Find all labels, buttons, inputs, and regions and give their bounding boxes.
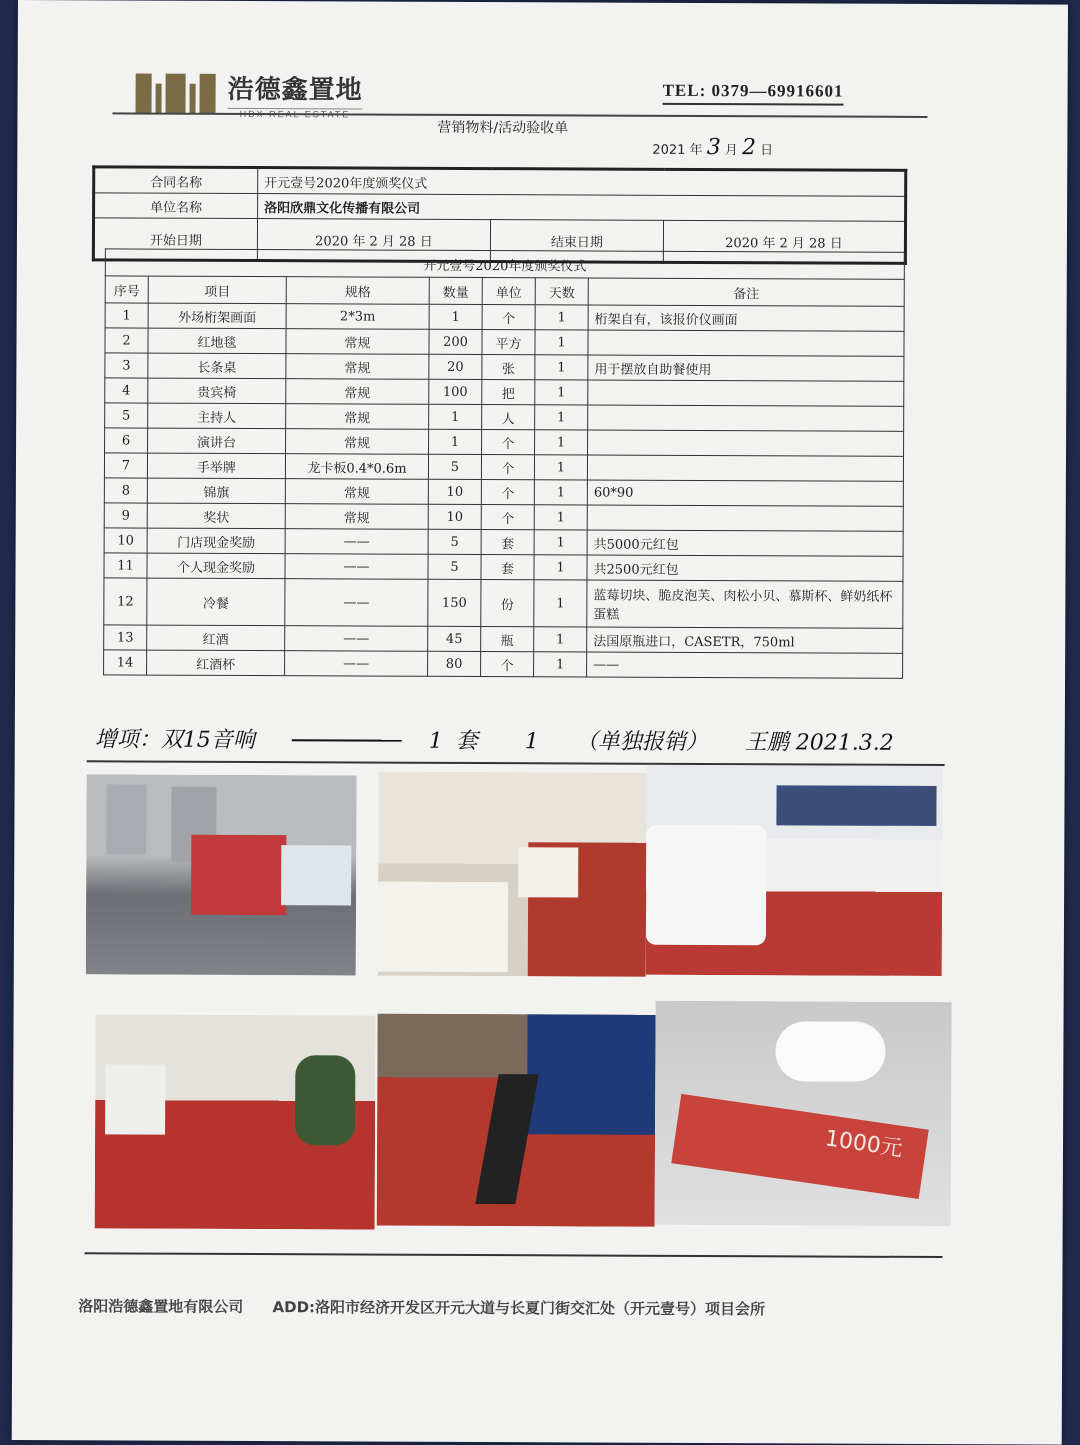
table-cell: 张 <box>482 355 535 380</box>
document-sheet <box>12 0 1068 1445</box>
date-month-label: 月 <box>724 143 738 159</box>
table-cell: 常规 <box>286 379 429 405</box>
table-cell: 1 <box>534 505 587 530</box>
table-row <box>105 303 904 331</box>
date-day-handwritten: 2 <box>741 135 757 161</box>
table-cell: 4 <box>105 378 148 403</box>
table-cell: 红酒 <box>147 625 285 651</box>
table-cell: 个 <box>481 480 534 505</box>
table-cell: 桁架自有，该报价仪画面 <box>588 305 904 331</box>
col-header: 序号 <box>105 276 148 303</box>
table-cell: 常规 <box>286 329 429 355</box>
table-cell: 平方 <box>482 330 535 355</box>
addition-item: 增项：双15音响 <box>94 727 255 754</box>
table-cell: 门店现金奖励 <box>147 528 285 554</box>
table-cell: —— <box>285 529 428 555</box>
company-name-en: HDX REAL ESTATE <box>227 108 362 120</box>
photo-grid <box>85 760 945 1258</box>
table-cell <box>588 430 904 456</box>
table-cell: 5 <box>428 529 481 554</box>
table-cell: 主持人 <box>148 403 286 429</box>
table-cell: 常规 <box>285 504 428 530</box>
date-day-label: 日 <box>760 143 774 159</box>
end-date-label: 结束日期 <box>490 220 663 263</box>
table-cell: 1 <box>534 455 587 480</box>
table-row <box>104 553 903 581</box>
table-cell: 1 <box>534 652 587 677</box>
table-cell: 5 <box>428 454 481 479</box>
table-row <box>104 453 903 481</box>
table-cell: 45 <box>428 626 481 651</box>
table-cell: 龙卡板0.4*0.6m <box>285 454 428 480</box>
table-cell: 1 <box>535 430 588 455</box>
table-cell: 1 <box>105 303 148 328</box>
table-row <box>105 328 904 356</box>
col-header: 项目 <box>148 276 286 304</box>
table-cell <box>587 505 903 531</box>
table-cell: 2 <box>105 328 148 353</box>
table-row <box>104 528 903 556</box>
table-cell: 长条桌 <box>148 353 286 379</box>
table-cell: 锦旗 <box>147 478 285 504</box>
table-cell: 1 <box>534 555 587 580</box>
table-cell: 5 <box>428 554 481 579</box>
start-date-value: 2020 年 2 月 28 日 <box>257 219 490 262</box>
table-cell: 套 <box>481 555 534 580</box>
table-cell: 11 <box>104 553 147 578</box>
table-cell: 9 <box>104 503 147 528</box>
photo-cash-boards <box>655 1001 952 1226</box>
table-row <box>104 478 903 506</box>
table-cell: 个 <box>481 505 534 530</box>
table-cell: 12 <box>104 578 147 625</box>
table-cell: 1 <box>534 627 587 652</box>
signature: 王鹏 2021.3.2 <box>744 730 894 756</box>
table-cell: 常规 <box>286 404 429 430</box>
table-cell: 7 <box>104 453 147 478</box>
photo-outdoor-banner <box>86 774 357 975</box>
table-cell: 14 <box>104 650 147 675</box>
table-cell: 1 <box>535 330 588 355</box>
date-prefix: 2021 年 <box>652 142 703 158</box>
table-cell: 1 <box>429 429 482 454</box>
table-cell: 手举牌 <box>147 453 285 479</box>
table-cell: 5 <box>105 403 148 428</box>
table-cell: 个人现金奖励 <box>147 553 285 579</box>
table-cell: 8 <box>104 478 147 503</box>
table-cell: 常规 <box>286 354 429 380</box>
table-cell: 6 <box>105 428 148 453</box>
table-cell: 蓝莓切块、脆皮泡芙、肉松小贝、慕斯杯、鲜奶纸杯蛋糕 <box>587 580 903 628</box>
cash-board-label: 1000元 <box>823 1126 905 1163</box>
table-cell: 20 <box>429 354 482 379</box>
table-cell <box>588 330 904 356</box>
table-cell: 1 <box>535 380 588 405</box>
table-cell: 奖状 <box>147 503 285 529</box>
table-cell: 套 <box>481 530 534 555</box>
table-row <box>104 650 903 678</box>
table-cell: 份 <box>481 580 534 627</box>
table-cell: 200 <box>429 329 482 354</box>
table-cell: 60*90 <box>587 480 903 506</box>
table-row <box>105 353 904 381</box>
start-date-label: 开始日期 <box>93 218 257 261</box>
table-cell: —— <box>285 626 428 652</box>
footer-address: ADD:洛阳市经济开发区开元大道与长夏门街交汇处（开元壹号）项目会所 <box>272 1298 766 1319</box>
unit-value: 洛阳欣鼎文化传播有限公司 <box>258 194 906 222</box>
table-cell: 1 <box>534 530 587 555</box>
items-table-header <box>105 276 904 306</box>
table-cell: 1 <box>535 305 588 330</box>
table-cell: 红地毯 <box>148 328 286 354</box>
table-cell: 1 <box>535 405 588 430</box>
table-row <box>105 403 904 431</box>
table-cell: 3 <box>105 353 148 378</box>
footer <box>78 1295 789 1319</box>
table-cell: 个 <box>482 305 535 330</box>
table-cell <box>588 405 904 431</box>
table-cell: 用于摆放自助餐使用 <box>588 355 904 381</box>
table-cell: 外场桁架画面 <box>148 303 286 329</box>
date-month-handwritten: 3 <box>706 135 721 161</box>
table-cell: 演讲台 <box>148 428 286 454</box>
table-cell: 法国原瓶进口，CASETR，750ml <box>587 627 903 653</box>
table-cell: 常规 <box>286 429 429 455</box>
table-row <box>104 503 903 531</box>
table-row <box>105 428 904 456</box>
col-header: 数量 <box>429 277 482 304</box>
col-header: 单位 <box>482 278 535 305</box>
table-cell: 13 <box>104 625 147 650</box>
contract-value: 开元壹号2020年度颁奖仪式 <box>258 168 906 197</box>
handwritten-addition <box>95 722 894 756</box>
table-cell: 冷餐 <box>147 578 285 626</box>
table-cell: —— <box>587 652 903 678</box>
table-cell: 个 <box>481 652 534 677</box>
table-cell: 共2500元红包 <box>587 555 903 581</box>
table-cell: 1 <box>429 404 482 429</box>
addition-note: （单独报销） <box>575 729 708 756</box>
telephone: TEL: 0379—69916601 <box>663 81 844 106</box>
table-cell: 80 <box>428 651 481 676</box>
table-cell <box>587 455 903 481</box>
table-row <box>104 625 903 653</box>
table-cell: —— <box>285 579 428 627</box>
photo-lectern <box>377 1014 656 1227</box>
footer-company: 洛阳浩德鑫置地有限公司 <box>78 1297 244 1316</box>
table-row <box>104 578 903 628</box>
table-cell: 1 <box>534 580 587 627</box>
addition-qty: 1 <box>428 728 443 754</box>
table-cell: 100 <box>429 379 482 404</box>
table-cell: 1 <box>534 480 587 505</box>
table-cell: 2*3m <box>286 304 429 330</box>
items-table-caption: 开元壹号2020年度颁奖仪式 <box>105 249 904 279</box>
table-cell: 个 <box>481 455 534 480</box>
col-header: 天数 <box>535 278 588 305</box>
table-cell: 150 <box>428 579 481 626</box>
logo-mark-icon <box>136 74 216 114</box>
photo-red-carpet-hall <box>95 1014 376 1229</box>
table-cell: 瓶 <box>481 627 534 652</box>
company-name-cn: 浩德鑫置地 <box>227 74 363 106</box>
table-cell: 把 <box>482 380 535 405</box>
end-date-value: 2020 年 2 月 28 日 <box>663 220 905 263</box>
addition-unit: 套 <box>455 728 478 755</box>
table-cell: 1 <box>535 355 588 380</box>
contract-label: 合同名称 <box>94 167 258 194</box>
table-cell: 共5000元红包 <box>587 530 903 556</box>
table-cell: —— <box>285 651 428 677</box>
addition-days: 1 <box>524 729 539 755</box>
table-cell: 个 <box>482 430 535 455</box>
table-cell: —— <box>285 554 428 580</box>
table-cell: 10 <box>428 479 481 504</box>
items-table <box>103 248 905 678</box>
photo-buffet-tables <box>378 772 647 977</box>
table-cell: 人 <box>482 405 535 430</box>
table-cell: 10 <box>428 504 481 529</box>
table-row <box>105 378 904 406</box>
photo-chair-rows <box>646 765 943 976</box>
table-cell: 贵宾椅 <box>148 378 286 404</box>
col-header: 规格 <box>286 277 429 305</box>
unit-label: 单位名称 <box>94 193 258 219</box>
form-title: 营销物料/活动验收单 <box>437 119 569 137</box>
table-cell: 红酒杯 <box>147 650 285 676</box>
table-cell: 常规 <box>285 479 428 505</box>
col-header: 备注 <box>588 278 904 306</box>
table-cell <box>588 380 904 406</box>
table-cell: 10 <box>104 528 147 553</box>
table-cell: 1 <box>429 304 482 329</box>
form-date <box>652 135 773 161</box>
